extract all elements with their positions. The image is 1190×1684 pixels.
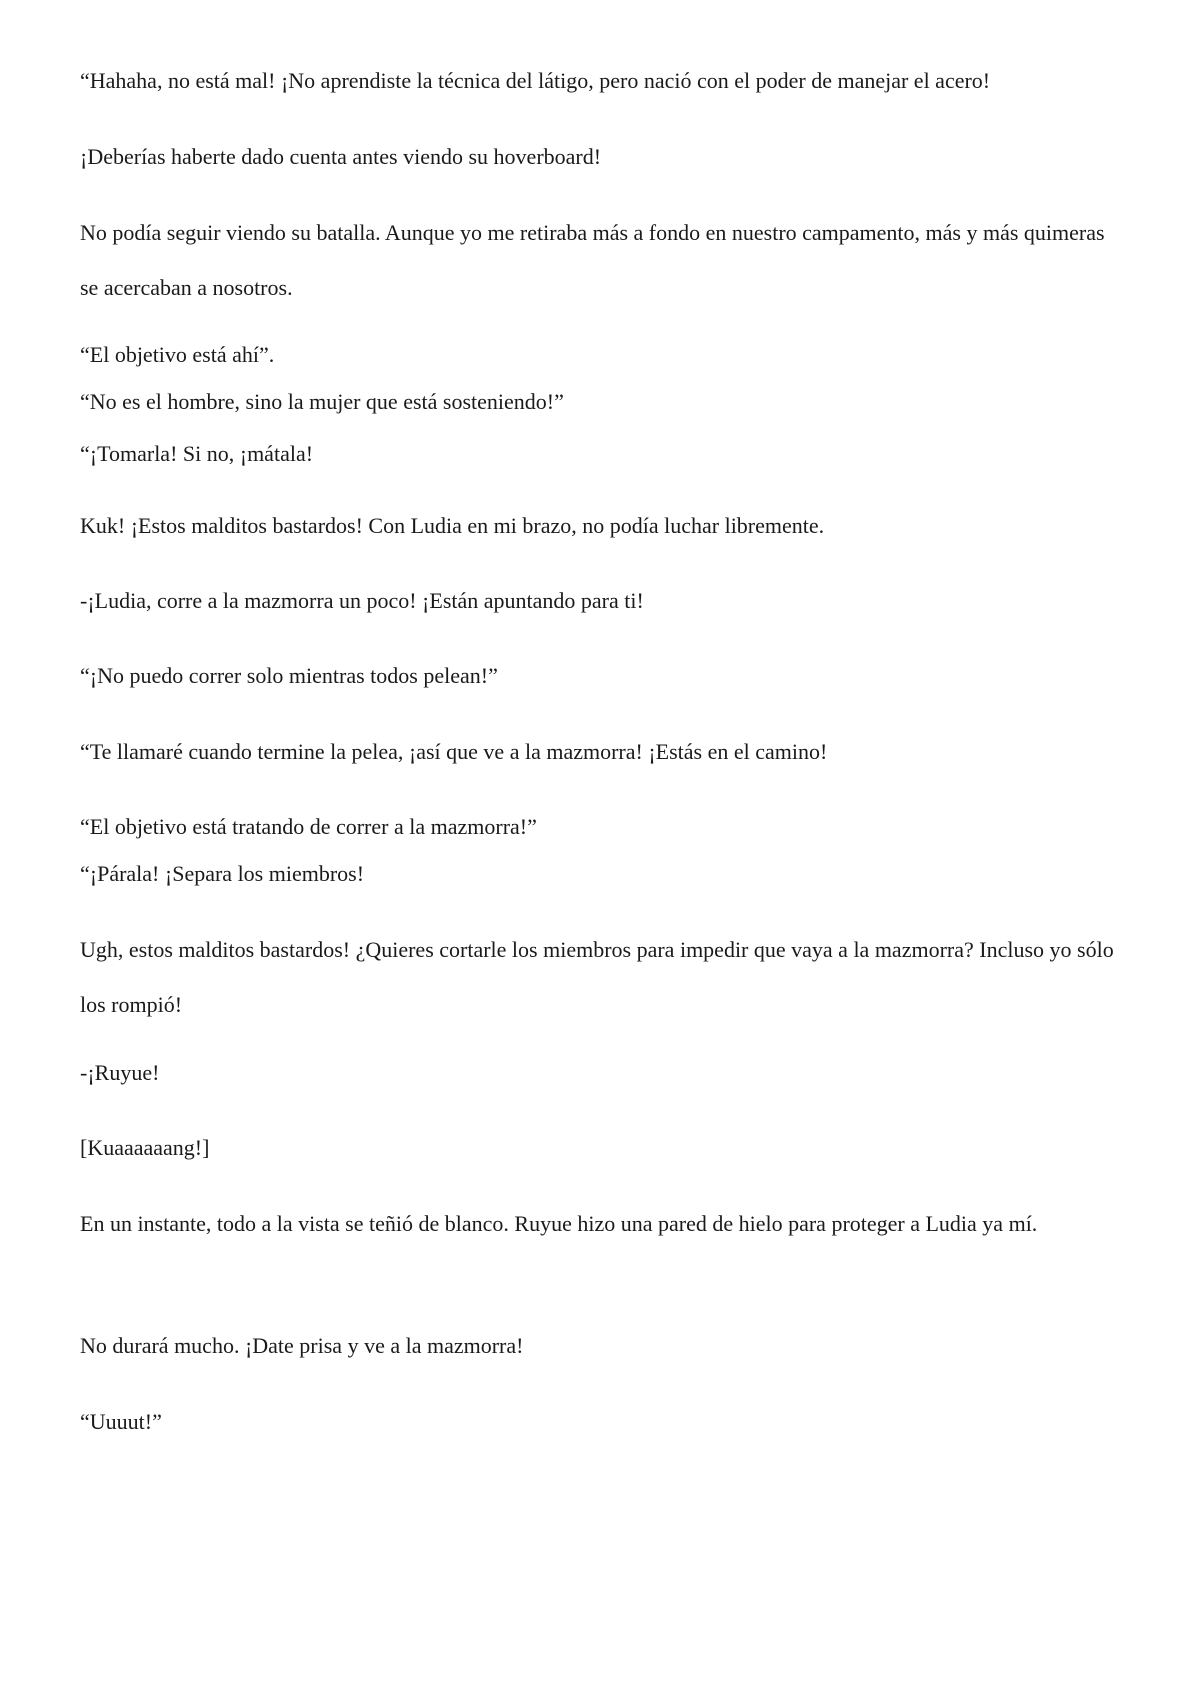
paragraph: ¡Deberías haberte dado cuenta antes viendo su hoverboard! [80, 144, 602, 169]
paragraph: No durará mucho. ¡Date prisa y ve a la mazmorra! [80, 1333, 524, 1358]
paragraph: No podía seguir viendo su batalla. Aunque yo me retiraba más a fondo en nuestro campamento, más y más quimeras se acercaban a nosotros. [80, 220, 1105, 300]
paragraph: En un instante, todo a la vista se teñió de blanco. Ruyue hizo una pared de hielo para proteger a Ludia ya mí. [80, 1211, 1038, 1236]
paragraph: “Uuuut!” [80, 1409, 162, 1434]
paragraph: -¡Ruyue! [80, 1060, 160, 1085]
paragraph: -¡Ludia, corre a la mazmorra un poco! ¡Están apuntando para ti! [80, 588, 644, 613]
paragraph: [Kuaaaaaang!] [80, 1135, 210, 1160]
paragraph: “¡Párala! ¡Separa los miembros! [80, 861, 365, 886]
paragraph: Kuk! ¡Estos malditos bastardos! Con Ludia en mi brazo, no podía luchar libremente. [80, 513, 825, 538]
paragraph: “¡No puedo correr solo mientras todos pelean!” [80, 663, 498, 688]
paragraph: “El objetivo está ahí”. [80, 342, 275, 367]
paragraph: “No es el hombre, sino la mujer que está sosteniendo!” [80, 389, 564, 414]
paragraph: Ugh, estos malditos bastardos! ¿Quieres cortarle los miembros para impedir que vaya a la mazmorra? Incluso yo sólo los rompió! [80, 937, 1114, 1017]
paragraph: “Te llamaré cuando termine la pelea, ¡así que ve a la mazmorra! ¡Estás en el camino! [80, 739, 828, 764]
paragraph: “El objetivo está tratando de correr a la mazmorra!” [80, 814, 537, 839]
paragraph: “¡Tomarla! Si no, ¡mátala! [80, 441, 314, 466]
document-page [80, 0, 1120, 1684]
paragraph: “Hahaha, no está mal! ¡No aprendiste la técnica del látigo, pero nació con el poder de manejar el acero! [80, 68, 991, 93]
